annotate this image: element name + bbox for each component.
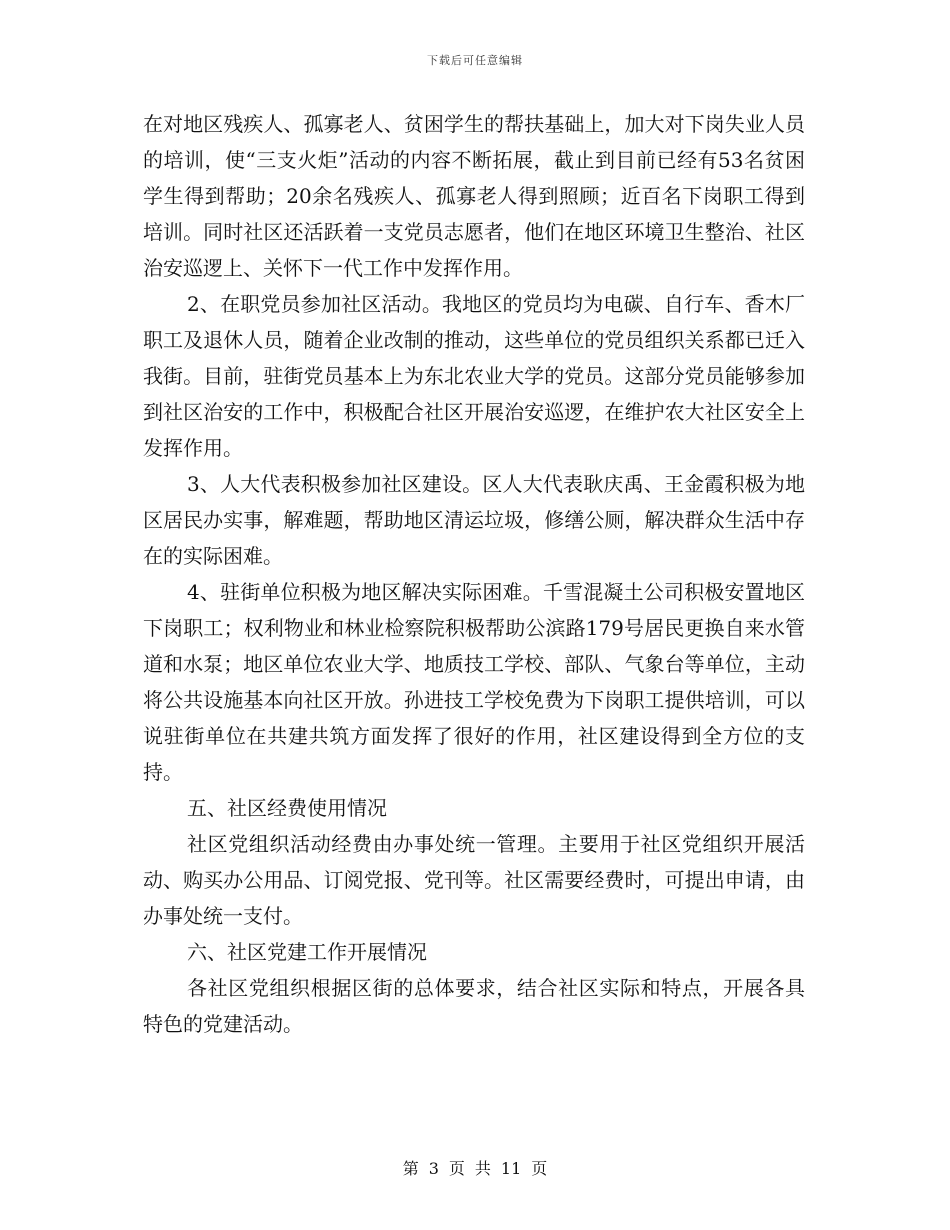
paragraph-continued: 在对地区残疾人、孤寡老人、贫困学生的帮扶基础上，加大对下岗失业人员的培训，使“三支火炬”活动的内容不断拓展，截止到目前已经有53名贫困学生得到帮助；20余名残疾人、孤寡老人得到照顾；近百名下岗职工得到培训。同时社区还活跃着一支党员志愿者，他们在地区环境卫生整治、社区治安巡逻上、关怀下一代工作中发挥作用。: [143, 112, 805, 280]
section-heading-5: 五、社区经费使用情况: [187, 796, 387, 820]
page-mid: 页: [448, 1159, 465, 1178]
paragraph-item-3: 3、人大代表积极参加社区建设。区人大代表耿庆禹、王金霞积极为地区居民办实事，解难题，帮助地区清运垃圾，修缮公厕，解决群众生活中存在的实际困难。: [143, 472, 805, 568]
section-heading-6: 六、社区党建工作开展情况: [187, 940, 427, 964]
paragraph-funding: 社区党组织活动经费由办事处统一管理。主要用于社区党组织开展活动、购买办公用品、订阅党报、党刊等。社区需要经费时，可提出申请，由办事处统一支付。: [143, 832, 805, 928]
page-total-prefix: 共: [474, 1159, 491, 1178]
page-suffix: 页: [531, 1159, 548, 1178]
paragraph-item-4: 4、驻街单位积极为地区解决实际困难。千雪混凝土公司积极安置地区下岗职工；权利物业和林业检察院积极帮助公滨路179号居民更换自来水管道和水泵；地区单位农业大学、地质技工学校、部队、气象台等单位，主动将公共设施基本向社区开放。孙进技工学校免费为下岗职工提供培训，可以说驻街单位在共建共筑方面发挥了很好的作用，社区建设得到全方位的支持。: [143, 580, 805, 784]
paragraph-party-building: 各社区党组织根据区街的总体要求，结合社区实际和特点，开展各具特色的党建活动。: [143, 976, 805, 1036]
document-body: [143, 106, 805, 1042]
page-total: 11: [500, 1159, 522, 1178]
paragraph-item-2: 2、在职党员参加社区活动。我地区的党员均为电碳、自行车、香木厂职工及退休人员，随着企业改制的推动，这些单位的党员组织关系都已迁入我街。目前，驻街党员基本上为东北农业大学的党员。这部分党员能够参加到社区治安的工作中，积极配合社区开展治安巡逻，在维护农大社区安全上发挥作用。: [143, 292, 805, 460]
page-footer: [0, 1156, 950, 1179]
page-number: 3: [428, 1159, 439, 1178]
page-header: 下载后可任意编辑: [427, 54, 523, 67]
page-prefix: 第: [402, 1159, 419, 1178]
